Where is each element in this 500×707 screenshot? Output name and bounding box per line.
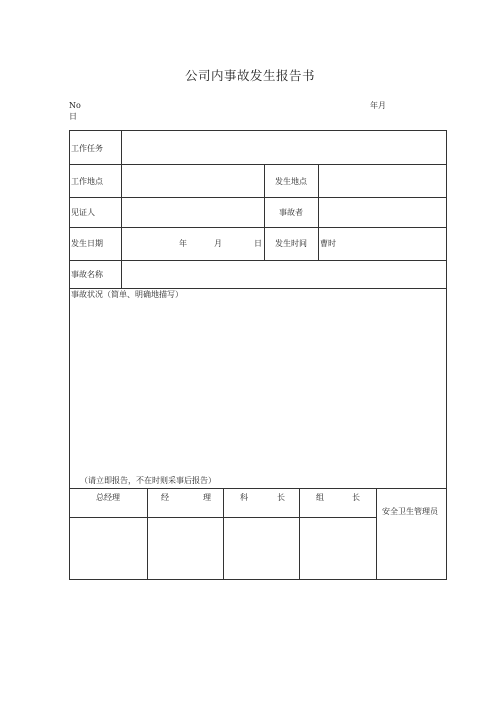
occurrence-date-label: 发生日期 — [71, 239, 103, 248]
safety-officer-label: 安全卫生管理员 — [382, 507, 438, 516]
row-divider — [70, 197, 446, 198]
team-leader-label-left: 组 — [316, 493, 324, 502]
occurrence-time-label: 发生时间 — [275, 239, 307, 248]
date-month-label: 月 — [214, 239, 222, 248]
accident-status-label: 事故状况（简单、明确地描写） — [71, 290, 183, 299]
row-divider — [70, 164, 446, 165]
victim-label: 事故者 — [279, 208, 303, 217]
document-title: 公司内事故发生报告书 — [184, 68, 315, 83]
date-year-label: 年 — [179, 239, 187, 248]
report-number-label: No — [69, 101, 81, 110]
occurrence-time-value: 曹时 — [320, 239, 336, 248]
column-divider — [299, 488, 300, 579]
manager-label-right: 理 — [203, 493, 211, 502]
row-divider — [70, 488, 446, 489]
witness-label: 见证人 — [71, 208, 95, 217]
row-divider — [70, 288, 446, 289]
manager-label-left: 经 — [161, 493, 169, 502]
report-instruction-note: （请立即报告，不在时则采事后报告） — [80, 476, 216, 485]
column-divider — [376, 488, 377, 579]
column-divider — [147, 488, 148, 579]
work-location-label: 工作地点 — [71, 177, 103, 186]
column-divider — [264, 164, 265, 260]
work-task-label: 工作任务 — [71, 144, 103, 153]
general-manager-label: 总经理 — [96, 493, 120, 502]
report-date-label: 年月 — [370, 101, 386, 110]
row-divider — [70, 227, 446, 228]
report-form-table — [69, 130, 447, 580]
date-day-label: 日 — [254, 239, 262, 248]
column-divider — [318, 164, 319, 260]
team-leader-label-right: 长 — [352, 493, 360, 502]
report-day-label: 日 — [69, 112, 77, 121]
section-chief-label-right: 长 — [277, 493, 285, 502]
row-divider — [70, 260, 446, 261]
column-divider — [223, 488, 224, 579]
section-chief-label-left: 科 — [240, 493, 248, 502]
accident-name-label: 事故名称 — [71, 270, 103, 279]
occurrence-location-label: 发生地点 — [275, 177, 307, 186]
column-divider — [121, 131, 122, 288]
